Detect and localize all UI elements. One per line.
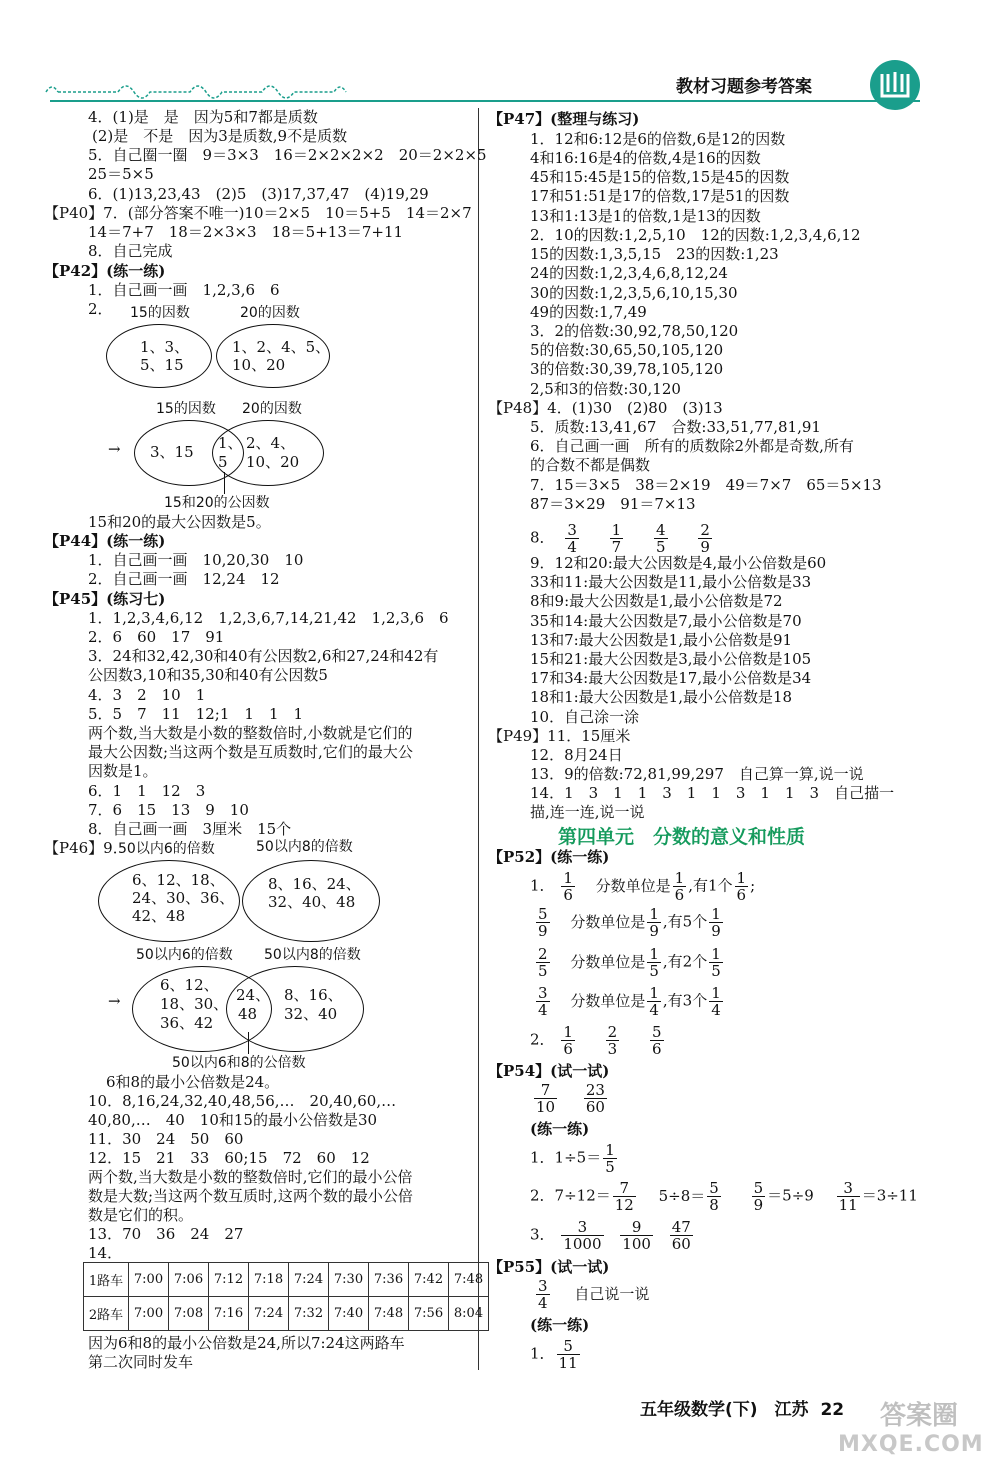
denominator: 6 bbox=[563, 1040, 573, 1058]
answer-line: 13．70 36 24 27 bbox=[88, 1225, 244, 1243]
answer-line: 公因数3,10和35,30和40有公因数5 bbox=[88, 666, 328, 684]
fraction bbox=[536, 946, 550, 979]
numerator: 1 bbox=[649, 984, 659, 1002]
numerator: 3 bbox=[837, 1180, 860, 1197]
fraction bbox=[654, 522, 668, 555]
answer-line: 7．6 15 13 9 10 bbox=[88, 801, 249, 819]
numerator: 1 bbox=[711, 984, 721, 1002]
answer-line: 33和11:最大公因数是11,最小公倍数是33 bbox=[530, 573, 812, 591]
answer-line: 6和8的最小公倍数是24。 bbox=[106, 1073, 280, 1091]
numerator: 3 bbox=[538, 984, 548, 1002]
numerator: 7 bbox=[613, 1180, 636, 1197]
arrow-icon: → bbox=[108, 992, 121, 1010]
answer-line: 5的倍数:30,65,50,105,120 bbox=[530, 341, 724, 359]
equation-text: 2．7÷12＝ bbox=[530, 1186, 611, 1205]
watermark-logo: 答案圈 bbox=[880, 1401, 959, 1431]
set-member: 48 bbox=[238, 1005, 258, 1023]
table-cell: 7:12 bbox=[209, 1263, 249, 1297]
answer-line: 4．3 2 10 1 bbox=[88, 686, 206, 704]
footer-text bbox=[640, 1395, 844, 1420]
unit-title: 第四单元 分数的意义和性质 bbox=[558, 826, 806, 848]
numerator: 47 bbox=[671, 1218, 691, 1236]
table-cell: 7:06 bbox=[169, 1263, 209, 1297]
answer-line: 87＝3×29 91＝7×13 bbox=[530, 495, 696, 513]
answer-line bbox=[530, 522, 714, 555]
page-number: 22 bbox=[820, 1400, 845, 1420]
equation-text: ＝5÷9 bbox=[767, 1186, 814, 1205]
fraction bbox=[557, 1338, 580, 1371]
fraction bbox=[603, 1142, 617, 1175]
answer-line: 2．自己画一画 12,24 12 bbox=[88, 570, 280, 588]
numerator: 1 bbox=[611, 521, 622, 539]
answer-line: 3．2的倍数:30,92,78,50,120 bbox=[530, 322, 739, 340]
answer-line: 45和15:45是15的倍数,15是45的因数 bbox=[530, 168, 790, 186]
answer-line: 10．8,16,24,32,40,48,56,… 20,40,60,… bbox=[88, 1092, 397, 1110]
table-cell: 7:30 bbox=[329, 1263, 369, 1297]
answer-line: 1．自己画一画 1,2,3,6 6 bbox=[88, 281, 280, 299]
answer-line: 1．1,2,3,4,6,12 1,2,3,6,7,14,21,42 1,2,3,6 6 bbox=[88, 609, 449, 627]
fraction-row bbox=[534, 985, 725, 1018]
set-member: 3、15 bbox=[150, 443, 194, 461]
numerator: 5 bbox=[538, 905, 548, 923]
section-heading: 【P52】(练一练) bbox=[488, 848, 610, 866]
answer-line: 12．8月24日 bbox=[530, 746, 623, 764]
answer-line: 49的因数:1,7,49 bbox=[530, 303, 647, 321]
answer-line: 12．15 21 33 60;15 72 60 12 bbox=[88, 1149, 370, 1167]
fraction bbox=[561, 1024, 575, 1057]
section-heading: (练一练) bbox=[530, 1120, 590, 1138]
table-cell: 8:04 bbox=[449, 1297, 489, 1331]
answer-line: 8．自己画一画 3厘米 15个 bbox=[88, 820, 292, 838]
fraction-text: ,有2个 bbox=[662, 952, 708, 971]
column-divider bbox=[478, 108, 479, 1370]
fraction-text: ,有1个 bbox=[688, 876, 733, 895]
set-member: 6、12、18、 bbox=[132, 871, 225, 889]
arrow-icon: → bbox=[108, 440, 121, 458]
answer-line: 2．10的因数:1,2,5,10 12的因数:1,2,3,4,6,12 bbox=[530, 226, 861, 244]
answer-line: 17和51:51是17的倍数,17是51的因数 bbox=[530, 187, 790, 205]
denominator: 6 bbox=[736, 886, 747, 904]
set-member: 1、2、4、5、 bbox=[232, 338, 331, 356]
denominator: 5 bbox=[655, 538, 666, 556]
fraction-text: ,有3个 bbox=[662, 991, 708, 1010]
intersection-label: 50以内6和8的公倍数 bbox=[172, 1055, 306, 1071]
numerator: 1 bbox=[649, 905, 659, 923]
answer-line: 第二次同时发车 bbox=[88, 1353, 194, 1371]
fraction-text: ; bbox=[750, 876, 756, 895]
set-member: 8、16、24、 bbox=[268, 875, 361, 893]
table-cell: 7:32 bbox=[289, 1297, 329, 1331]
set-member: 18、30、 bbox=[160, 995, 229, 1013]
footer-label: 五年级数学(下) 江苏 bbox=[640, 1400, 809, 1420]
set-label: 15的因数 bbox=[156, 401, 216, 417]
numerator: 4 bbox=[655, 521, 666, 539]
set-member: 32、40、48 bbox=[268, 893, 356, 911]
answer-text: 自己说一说 bbox=[574, 1284, 650, 1303]
answer-line: (2)是 不是 因为3是质数,9不是质数 bbox=[92, 127, 348, 145]
table-cell: 7:42 bbox=[409, 1263, 449, 1297]
fraction bbox=[536, 985, 550, 1018]
numerator: 5 bbox=[651, 1023, 662, 1041]
header-title: 教材习题参考答案 bbox=[676, 77, 812, 97]
denominator: 4 bbox=[711, 1001, 721, 1019]
numerator: 5 bbox=[753, 1179, 764, 1197]
answer-line: 2,5和3的倍数:30,120 bbox=[530, 380, 681, 398]
denominator: 4 bbox=[649, 1001, 659, 1019]
fraction-row bbox=[530, 1024, 666, 1057]
answer-line: 的合数不都是偶数 bbox=[530, 456, 651, 474]
fraction-text: ,有5个 bbox=[662, 912, 708, 931]
set-member: 42、48 bbox=[132, 907, 186, 925]
fraction-text: 分数单位是 bbox=[570, 952, 646, 971]
set-member: 10、20 bbox=[246, 453, 300, 471]
item-number: 1． bbox=[530, 1344, 555, 1363]
fraction bbox=[610, 522, 624, 555]
answer-line: 8和9:最大公因数是1,最小公倍数是72 bbox=[530, 592, 783, 610]
section-heading: (练一练) bbox=[530, 1316, 590, 1334]
answer-line: 因数是1。 bbox=[88, 762, 158, 780]
table-cell: 7:40 bbox=[329, 1297, 369, 1331]
fraction-row bbox=[532, 1082, 609, 1115]
set-label: 50以内8的倍数 bbox=[256, 839, 353, 855]
answer-line: 14＝7+7 18＝2×3×3 18＝5+13＝7+11 bbox=[88, 223, 404, 241]
denominator: 1000 bbox=[563, 1235, 602, 1253]
denominator: 6 bbox=[674, 886, 685, 904]
set-label: 50以内6的倍数 bbox=[136, 947, 233, 963]
denominator: 60 bbox=[585, 1098, 605, 1116]
numerator: 1 bbox=[674, 869, 685, 887]
set-member: 2、4、 bbox=[246, 434, 296, 452]
fraction bbox=[620, 1219, 653, 1252]
denominator: 11 bbox=[558, 1354, 578, 1372]
answer-line: 【P48】4．(1)30 (2)80 (3)13 bbox=[488, 399, 723, 417]
answer-line: 17和34:最大公因数是17,最小公倍数是34 bbox=[530, 669, 812, 687]
answer-line: 2．6 60 17 91 bbox=[88, 628, 225, 646]
answer-line: 9．12和20:最大公因数是4,最小公倍数是60 bbox=[530, 554, 827, 572]
fraction-row bbox=[534, 1278, 649, 1311]
denominator: 3 bbox=[607, 1040, 618, 1058]
numerator: 5 bbox=[709, 1179, 719, 1197]
fraction bbox=[584, 1082, 607, 1115]
denominator: 4 bbox=[538, 1294, 548, 1312]
section-heading: 【P54】(试一试) bbox=[488, 1062, 610, 1080]
header-rule bbox=[50, 100, 920, 102]
denominator: 9 bbox=[538, 922, 548, 940]
set-member: 6、12、 bbox=[160, 976, 219, 994]
set-member: 24、 bbox=[236, 986, 271, 1004]
numerator: 2 bbox=[607, 1023, 618, 1041]
table-cell: 7:00 bbox=[129, 1263, 169, 1297]
fraction bbox=[709, 906, 723, 939]
answer-line: 因为6和8的最小公倍数是24,所以7:24这两路车 bbox=[88, 1334, 405, 1352]
numerator: 3 bbox=[567, 521, 577, 539]
answer-line: 15和20的最大公因数是5。 bbox=[88, 513, 271, 531]
item-number: 1． bbox=[530, 876, 555, 895]
fraction-row bbox=[534, 906, 725, 939]
fraction bbox=[837, 1180, 860, 1213]
fraction bbox=[647, 946, 661, 979]
answer-line: 15的因数:1,3,5,15 23的因数:1,23 bbox=[530, 245, 779, 263]
denominator: 9 bbox=[649, 922, 659, 940]
numerator: 3 bbox=[538, 1277, 548, 1295]
answer-line: 描,连一连,说一说 bbox=[530, 803, 645, 821]
section-heading: 【P55】(试一试) bbox=[488, 1258, 610, 1276]
answer-line: 40,80,… 40 10和15的最小公倍数是30 bbox=[88, 1111, 378, 1129]
numerator: 7 bbox=[534, 1082, 557, 1099]
answer-line: 两个数,当大数是小数的整数倍时,它们的最小公倍 bbox=[88, 1168, 413, 1186]
set-label: 50以内8的倍数 bbox=[264, 947, 361, 963]
answer-line: 6．1 1 12 3 bbox=[88, 782, 206, 800]
answer-line: 6．(1)13,23,43 (2)5 (3)17,37,47 (4)19,29 bbox=[88, 185, 429, 203]
bus-schedule-table bbox=[83, 1262, 489, 1331]
set-label: 20的因数 bbox=[240, 305, 300, 321]
fraction-text: 分数单位是 bbox=[595, 876, 671, 895]
intersection-label: 15和20的公因数 bbox=[164, 495, 270, 511]
fraction bbox=[606, 1024, 620, 1057]
denominator: 7 bbox=[611, 538, 622, 556]
answer-line: 5．5 7 11 12;1 1 1 1 bbox=[88, 705, 304, 723]
fraction bbox=[613, 1180, 636, 1213]
table-cell: 7:48 bbox=[449, 1263, 489, 1297]
answer-line: 两个数,当大数是小数的整数倍时,小数就是它们的 bbox=[88, 724, 413, 742]
answer-line: 25＝5×5 bbox=[88, 165, 154, 183]
fraction bbox=[565, 522, 579, 555]
table-cell: 7:00 bbox=[129, 1297, 169, 1331]
set-member: 10、20 bbox=[232, 356, 286, 374]
set-label: 15的因数 bbox=[130, 305, 190, 321]
answer-line: 24的因数:1,2,3,4,6,8,12,24 bbox=[530, 264, 728, 282]
fraction bbox=[735, 870, 749, 903]
fraction bbox=[698, 522, 712, 555]
fraction bbox=[752, 1180, 766, 1213]
table-cell: 7:24 bbox=[249, 1297, 289, 1331]
table-cell: 7:48 bbox=[369, 1297, 409, 1331]
fraction-text: 分数单位是 bbox=[570, 912, 646, 931]
fraction bbox=[561, 870, 575, 903]
denominator: 9 bbox=[700, 538, 710, 556]
answer-line: 3的倍数:30,39,78,105,120 bbox=[530, 360, 724, 378]
numerator: 2 bbox=[538, 945, 548, 963]
fraction-row bbox=[530, 1142, 619, 1175]
answer-line: 13和7:最大公因数是1,最小公倍数是91 bbox=[530, 631, 793, 649]
denominator: 4 bbox=[567, 538, 577, 556]
answer-line: 【P49】11．15厘米 bbox=[488, 727, 631, 745]
answer-line: 1．自己画一画 10,20,30 10 bbox=[88, 551, 304, 569]
denominator: 12 bbox=[614, 1196, 634, 1214]
fraction bbox=[650, 1024, 664, 1057]
section-heading: 【P45】(练习七) bbox=[44, 590, 166, 608]
decorative-swirl-border bbox=[44, 80, 374, 102]
answer-line: 6．自己画一画 所有的质数除2外都是奇数,所有 bbox=[530, 437, 854, 455]
fraction-row bbox=[530, 870, 755, 903]
answer-line: 1．12和6:12是6的倍数,6是12的因数 bbox=[530, 130, 786, 148]
set-member: 1、 bbox=[218, 434, 243, 452]
pointer-line bbox=[224, 472, 225, 494]
numerator: 1 bbox=[711, 905, 721, 923]
fraction bbox=[673, 870, 687, 903]
table-cell: 7:16 bbox=[209, 1297, 249, 1331]
fraction-row bbox=[530, 1180, 918, 1213]
section-heading: 【P47】(整理与练习) bbox=[488, 110, 640, 128]
denominator: 5 bbox=[649, 962, 659, 980]
equation-text: 1．1÷5＝ bbox=[530, 1148, 602, 1167]
answer-line: 14．1 3 1 1 3 1 1 3 1 1 3 自己描一 bbox=[530, 784, 895, 802]
item-number: 3． bbox=[530, 1225, 555, 1244]
fraction bbox=[536, 906, 550, 939]
numerator: 2 bbox=[700, 521, 710, 539]
table-cell: 7:08 bbox=[169, 1297, 209, 1331]
answer-line: 7．15＝3×5 38＝2×19 49＝7×7 65＝5×13 bbox=[530, 476, 882, 494]
table-cell: 7:36 bbox=[369, 1263, 409, 1297]
fraction bbox=[534, 1082, 557, 1115]
answer-line: 13和1:13是1的倍数,1是13的因数 bbox=[530, 207, 761, 225]
set-member: 36、42 bbox=[160, 1014, 214, 1032]
numerator: 1 bbox=[649, 945, 659, 963]
item-number: 2． bbox=[530, 1030, 555, 1049]
table-cell: 2路车 bbox=[84, 1297, 129, 1331]
denominator: 9 bbox=[711, 922, 721, 940]
fraction bbox=[707, 1180, 721, 1213]
answer-line: 10．自己涂一涂 bbox=[530, 708, 640, 726]
answer-line: 30的因数:1,2,3,5,6,10,15,30 bbox=[530, 284, 738, 302]
numerator: 1 bbox=[563, 869, 573, 887]
book-logo-icon bbox=[870, 60, 920, 110]
set-label: 20的因数 bbox=[242, 401, 302, 417]
numerator: 3 bbox=[561, 1219, 603, 1236]
set-member: 5、15 bbox=[140, 356, 184, 374]
answer-line: 数是它们的积。 bbox=[88, 1206, 194, 1224]
answer-line: 数是大数;当这两个数互质时,这两个数的最小公倍 bbox=[88, 1187, 413, 1205]
fraction bbox=[670, 1219, 693, 1252]
section-heading: 【P42】(练一练) bbox=[44, 262, 166, 280]
table-cell: 7:18 bbox=[249, 1263, 289, 1297]
answer-line: 2． bbox=[88, 300, 113, 318]
numerator: 1 bbox=[736, 869, 747, 887]
fraction-row bbox=[530, 1338, 582, 1371]
table-cell: 7:56 bbox=[409, 1297, 449, 1331]
table-cell: 7:24 bbox=[289, 1263, 329, 1297]
denominator: 100 bbox=[622, 1235, 651, 1253]
denominator: 11 bbox=[838, 1196, 858, 1214]
table-row bbox=[84, 1297, 489, 1331]
answer-line: 【P40】7．(部分答案不唯一)10＝2×5 10＝5+5 14＝2×7 bbox=[44, 204, 472, 222]
answer-line: 13．9的倍数:72,81,99,297 自己算一算,说一说 bbox=[530, 765, 864, 783]
set-member: 8、16、 bbox=[284, 986, 343, 1004]
numerator: 9 bbox=[620, 1219, 653, 1236]
denominator: 5 bbox=[711, 962, 721, 980]
answer-line: 5．质数:13,41,67 合数:33,51,77,81,91 bbox=[530, 418, 821, 436]
answer-line: 35和14:最大公因数是7,最小公倍数是70 bbox=[530, 612, 802, 630]
set-member: 32、40 bbox=[284, 1005, 338, 1023]
answer-line: 5．自己圈一圈 9＝3×3 16＝2×2×2×2 20＝2×2×5 bbox=[88, 146, 487, 164]
numerator: 5 bbox=[557, 1338, 580, 1355]
set-member: 5 bbox=[218, 453, 228, 471]
section-heading: 【P44】(练一练) bbox=[44, 532, 166, 550]
fraction bbox=[709, 985, 723, 1018]
answer-line: 11．30 24 50 60 bbox=[88, 1130, 244, 1148]
watermark-url: MXQE.COM bbox=[838, 1432, 984, 1457]
set-member: 24、30、36、 bbox=[132, 889, 235, 907]
fraction-row bbox=[530, 1219, 695, 1252]
answer-line: 最大公因数;当这两个数是互质数时,它们的最大公 bbox=[88, 743, 413, 761]
table-cell: 1路车 bbox=[84, 1263, 129, 1297]
answer-line: 4．(1)是 是 因为5和7都是质数 bbox=[88, 108, 318, 126]
answer-line: 15和21:最大公因数是3,最小公倍数是105 bbox=[530, 650, 812, 668]
equation-text: 5÷8＝ bbox=[658, 1186, 706, 1205]
denominator: 9 bbox=[753, 1196, 764, 1214]
fraction bbox=[561, 1219, 603, 1252]
denominator: 4 bbox=[538, 1001, 548, 1019]
denominator: 5 bbox=[538, 962, 548, 980]
answer-line: 3．24和32,42,30和40有公因数2,6和27,24和42有 bbox=[88, 647, 439, 665]
numerator: 23 bbox=[585, 1081, 605, 1099]
equation-text: ＝3÷11 bbox=[861, 1186, 918, 1205]
denominator: 60 bbox=[671, 1235, 691, 1253]
answer-line: 14． bbox=[88, 1244, 123, 1262]
table-row bbox=[84, 1263, 489, 1297]
answer-line: 8．自己完成 bbox=[88, 242, 173, 260]
answer-line: 【P46】9． bbox=[44, 839, 128, 857]
pointer-line bbox=[248, 1032, 249, 1054]
set-label: 50以内6的倍数 bbox=[118, 841, 215, 857]
denominator: 5 bbox=[605, 1158, 615, 1176]
answer-line: 18和1:最大公因数是1,最小公倍数是18 bbox=[530, 688, 793, 706]
answer-line: 4和16:16是4的倍数,4是16的因数 bbox=[530, 149, 761, 167]
fraction-row bbox=[534, 946, 725, 979]
numerator: 1 bbox=[563, 1023, 573, 1041]
denominator: 10 bbox=[536, 1098, 556, 1116]
fraction-text: 分数单位是 bbox=[570, 991, 646, 1010]
fraction bbox=[647, 985, 661, 1018]
numerator: 1 bbox=[605, 1141, 615, 1159]
denominator: 6 bbox=[651, 1040, 662, 1058]
item-number: 8． bbox=[530, 528, 555, 547]
fraction bbox=[709, 946, 723, 979]
numerator: 1 bbox=[711, 945, 721, 963]
denominator: 6 bbox=[563, 886, 573, 904]
fraction bbox=[647, 906, 661, 939]
set-member: 1、3、 bbox=[140, 338, 190, 356]
denominator: 8 bbox=[709, 1196, 719, 1214]
fraction bbox=[536, 1278, 550, 1311]
